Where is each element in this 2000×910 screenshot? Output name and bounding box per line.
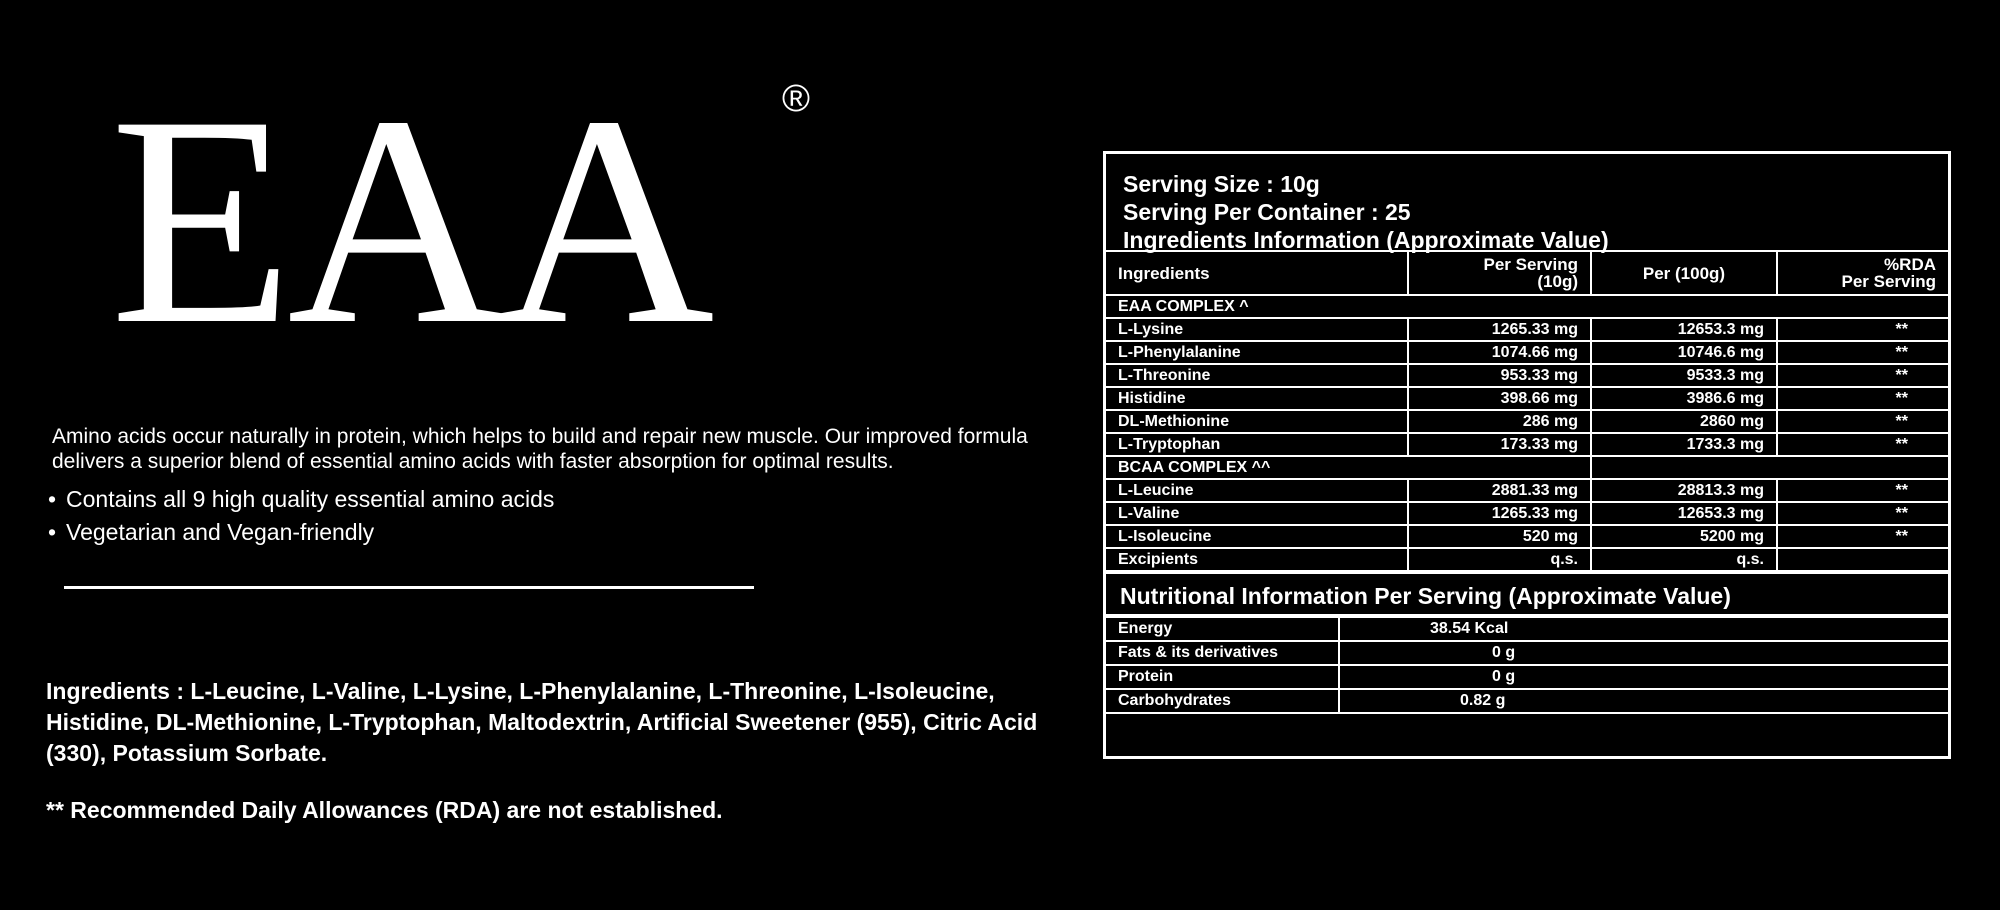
- nutrition-row: [1106, 617, 1948, 641]
- ingredient-name: Histidine: [1106, 387, 1408, 410]
- rda-value: **: [1777, 479, 1948, 502]
- table-row: [1106, 548, 1948, 571]
- ingredients-table: [1106, 250, 1948, 572]
- per-serving-value: 2881.33 mg: [1408, 479, 1591, 502]
- per-100g-value: 1733.3 mg: [1591, 433, 1777, 456]
- feature-item: • Vegetarian and Vegan-friendly: [48, 516, 554, 549]
- nutrition-row: [1106, 641, 1948, 665]
- ingredient-name: L-Lysine: [1106, 318, 1408, 341]
- per-serving-value: 1265.33 mg: [1408, 318, 1591, 341]
- serving-per-container: Serving Per Container : 25: [1123, 199, 1411, 225]
- rda-value: **: [1777, 341, 1948, 364]
- nutrient-value: 0.82 g: [1339, 689, 1948, 713]
- registered-mark: ®: [782, 78, 810, 120]
- rda-value: **: [1777, 502, 1948, 525]
- eaa-complex-title: EAA COMPLEX ^: [1106, 295, 1948, 318]
- rda-value: **: [1777, 525, 1948, 548]
- per-serving-value: 173.33 mg: [1408, 433, 1591, 456]
- ingredients-info-title: Ingredients Information (Approximate Value): [1123, 227, 1609, 253]
- per-100g-value: 5200 mg: [1591, 525, 1777, 548]
- nutrition-row: [1106, 689, 1948, 713]
- rda-value: **: [1777, 318, 1948, 341]
- table-row: [1106, 364, 1948, 387]
- divider: [64, 586, 754, 589]
- nutrient-name: Protein: [1106, 665, 1339, 689]
- col-per-serving: Per Serving (10g): [1408, 251, 1591, 295]
- table-row: [1106, 433, 1948, 456]
- col-rda: %RDA Per Serving: [1777, 251, 1948, 295]
- serving-info: [1106, 154, 1948, 253]
- logo-text: EAA: [110, 54, 709, 386]
- nutrition-row: [1106, 665, 1948, 689]
- ingredient-name: L-Valine: [1106, 502, 1408, 525]
- table-header: [1106, 251, 1948, 295]
- nutrient-value: 0 g: [1339, 641, 1948, 665]
- per-100g-value: 10746.6 mg: [1591, 341, 1777, 364]
- feature-list: [48, 483, 554, 549]
- col-per-100g: Per (100g): [1591, 251, 1777, 295]
- ingredient-name: L-Leucine: [1106, 479, 1408, 502]
- nutrient-value: 38.54 Kcal: [1339, 617, 1948, 641]
- per-serving-value: 953.33 mg: [1408, 364, 1591, 387]
- per-serving-value: 398.66 mg: [1408, 387, 1591, 410]
- ingredient-name: DL-Methionine: [1106, 410, 1408, 433]
- rda-value: **: [1777, 387, 1948, 410]
- table-row: [1106, 525, 1948, 548]
- ingredient-name: Excipients: [1106, 548, 1408, 571]
- per-serving-value: 286 mg: [1408, 410, 1591, 433]
- per-100g-value: 9533.3 mg: [1591, 364, 1777, 387]
- feature-item: • Contains all 9 high quality essential amino acids: [48, 483, 554, 516]
- nutrition-table: [1106, 616, 1948, 714]
- per-serving-value: 520 mg: [1408, 525, 1591, 548]
- table-row: [1106, 318, 1948, 341]
- ingredient-name: L-Phenylalanine: [1106, 341, 1408, 364]
- bcaa-complex-title: BCAA COMPLEX ^^: [1106, 456, 1591, 479]
- rda-footnote: ** Recommended Daily Allowances (RDA) are not established.: [46, 797, 723, 823]
- rda-value: **: [1777, 410, 1948, 433]
- ingredient-name: L-Tryptophan: [1106, 433, 1408, 456]
- col-ingredients: Ingredients: [1106, 251, 1408, 295]
- per-100g-value: 12653.3 mg: [1591, 502, 1777, 525]
- per-100g-value: 2860 mg: [1591, 410, 1777, 433]
- ingredient-name: L-Threonine: [1106, 364, 1408, 387]
- per-serving-value: 1074.66 mg: [1408, 341, 1591, 364]
- rda-value: **: [1777, 433, 1948, 456]
- ingredient-name: L-Isoleucine: [1106, 525, 1408, 548]
- table-row: [1106, 341, 1948, 364]
- per-100g-value: 3986.6 mg: [1591, 387, 1777, 410]
- table-row: [1106, 387, 1948, 410]
- table-row: [1106, 502, 1948, 525]
- per-100g-value: 12653.3 mg: [1591, 318, 1777, 341]
- nutrient-name: Carbohydrates: [1106, 689, 1339, 713]
- product-description: Amino acids occur naturally in protein, which helps to build and repair new muscle. Our improved formula delivers a superior blend of essential amino acids with faster absorption for optimal results.: [52, 425, 1028, 473]
- eaa-logo: [110, 54, 910, 386]
- serving-size: Serving Size : 10g: [1123, 171, 1320, 197]
- supplement-facts-panel: [1103, 151, 1951, 759]
- per-serving-value: 1265.33 mg: [1408, 502, 1591, 525]
- ingredients-list: Ingredients : L-Leucine, L-Valine, L-Lysine, L-Phenylalanine, L-Threonine, L-Isoleucine, Histidine, DL-Methionine, L-Tryptophan, Maltodextrin, Artificial Sweetener (955), Citric Acid (330), Potassium Sorbate.: [46, 678, 1038, 766]
- per-100g-value: 28813.3 mg: [1591, 479, 1777, 502]
- table-row: [1106, 410, 1948, 433]
- per-serving-value: q.s.: [1408, 548, 1591, 571]
- nutrient-value: 0 g: [1339, 665, 1948, 689]
- table-row: [1106, 479, 1948, 502]
- per-100g-value: q.s.: [1591, 548, 1777, 571]
- nutrient-name: Energy: [1106, 617, 1339, 641]
- nutritional-info-title: Nutritional Information Per Serving (Approximate Value): [1106, 572, 1948, 616]
- rda-value: **: [1777, 364, 1948, 387]
- nutrient-name: Fats & its derivatives: [1106, 641, 1339, 665]
